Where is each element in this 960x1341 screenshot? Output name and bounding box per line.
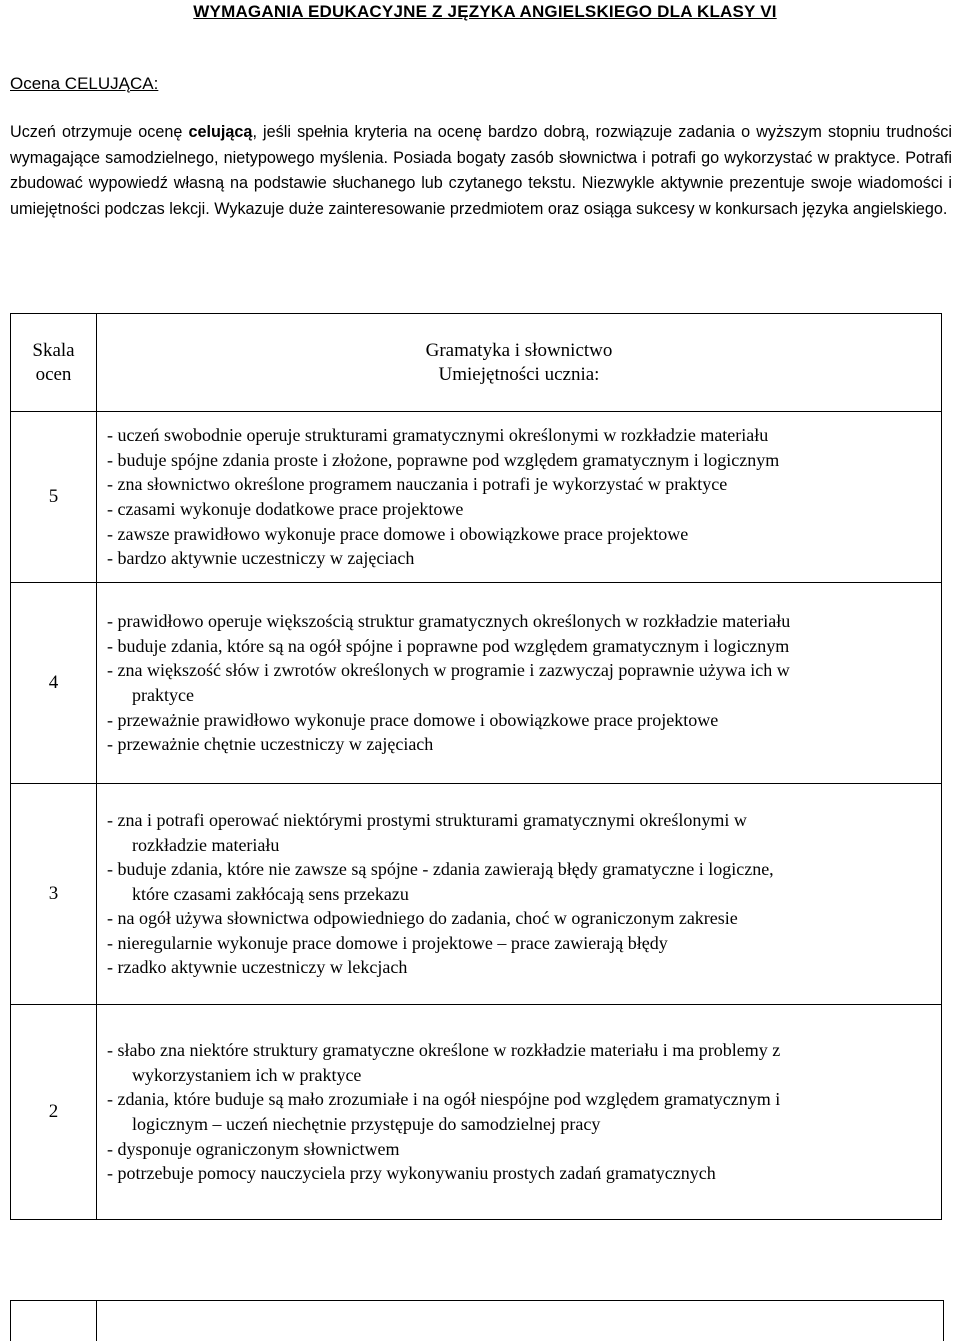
header-scale-line2: ocen [35,363,72,385]
header-skills-cell [97,314,942,412]
criteria-line: - zna większość słów i zwrotów określonych w programie i zazwyczaj poprawnie używa ich w [107,660,790,681]
criteria-line: - buduje spójne zdania proste i złożone, poprawne pod względem gramatycznym i logicznym [107,449,780,470]
table-row [11,1005,942,1220]
table-row [11,583,942,784]
grades-table [10,313,942,1220]
table-row [11,784,942,1005]
table-header-row [11,314,942,412]
criteria-line: - na ogół używa słownictwa odpowiedniego do zadania, choć w ograniczonym zakresie [107,908,738,929]
criteria-line: - potrzebuje pomocy nauczyciela przy wykonywaniu prostych zadań gramatycznych [107,1163,716,1184]
criteria-line: - czasami wykonuje dodatkowe prace projektowe [107,499,464,519]
criteria-cell [97,412,942,583]
header-scale-cell [11,314,97,412]
criteria-line-continuation: które czasami zakłócają sens przekazu [132,883,409,904]
criteria-line: - rzadko aktywnie uczestniczy w lekcjach [107,957,408,978]
criteria-cell [97,784,942,1005]
criteria-line: - słabo zna niektóre struktury gramatyczne określone w rozkładzie materiału i ma problemy z [107,1040,781,1061]
criteria-cell [97,583,942,784]
criteria-line: - dysponuje ograniczonym słownictwem [107,1138,400,1159]
criteria-line: - buduje zdania, które są na ogół spójne i poprawne pod względem gramatycznym i logicznym [107,635,790,656]
criteria-line: - nieregularnie wykonuje prace domowe i projektowe – prace zawierają błędy [107,932,668,953]
grade-cell: 3 [11,784,97,1005]
criteria-line: - zawsze prawidłowo wykonuje prace domowe i obowiązkowe prace projektowe [107,523,689,544]
criteria-line: - zna słownictwo określone programem nauczania i potrafi je wykorzystać w praktyce [107,474,728,495]
intro-prefix: Uczeń otrzymuje ocenę [10,123,189,141]
criteria-line: - uczeń swobodnie operuje strukturami gramatycznymi określonymi w rozkładzie materiału [107,425,769,446]
criteria-line: - przeważnie prawidłowo wykonuje prace domowe i obowiązkowe prace projektowe [107,709,719,730]
criteria-line: - zna i potrafi operować niektórymi prostymi strukturami gramatycznymi określonymi w [107,809,747,830]
document-title: WYMAGANIA EDUKACYJNE Z JĘZYKA ANGIELSKIEGO DLA KLASY VI [193,2,777,21]
header-scale-line1: Skala [32,339,75,361]
grade-cell: 4 [11,583,97,784]
criteria-line-continuation: praktyce [132,685,194,705]
criteria-line: - bardzo aktywnie uczestniczy w zajęciach [107,548,415,569]
criteria-line-continuation: wykorzystaniem ich w praktyce [132,1064,362,1085]
header-skills-line1: Gramatyka i słownictwo [425,339,613,361]
criteria-line: - przeważnie chętnie uczestniczy w zajęciach [107,734,434,755]
intro-paragraph [10,120,952,223]
criteria-line-continuation: rozkładzie materiału [132,834,280,855]
criteria-line-continuation: logicznym – uczeń niechętnie przystępuje do samodzielnej pracy [132,1114,601,1134]
criteria-line: - zdania, które buduje są mało zrozumiałe i na ogół niespójne pod względem gramatycznym i [107,1089,781,1110]
table-row [11,412,942,583]
criteria-line: - prawidłowo operuje większością struktur gramatycznych określonych w rozkładzie materiału [107,611,791,632]
intro-bold-grade: celującą [188,123,253,141]
table-next-row-edge [10,1300,944,1341]
grade-cell: 5 [11,412,97,583]
grade-heading: Ocena CELUJĄCA: [10,74,159,93]
criteria-cell [97,1005,942,1220]
grade-cell: 2 [11,1005,97,1220]
intro-suffix: , jeśli spełnia kryteria na ocenę bardzo dobrą, rozwiązuje zadania o wyższym stopniu trudności wymagające samodzielnego, nietypowego myślenia. Posiada bogaty zasób słownictwa i potrafi go wykorzystać w praktyce. Potrafi zbudować wypowiedź własną na podstawie słuchanego lub czytanego tekstu. Niezwykle aktywnie prezentuje swoje wiadomości i umiejętności podczas lekcji. Wykazuje duże zainteresowanie przedmiotem oraz osiąga sukcesy w konkursach języka angielskiego. [10,123,952,219]
table-column-separator [96,1301,97,1341]
header-skills-line2: Umiejętności ucznia: [438,363,600,385]
criteria-line: - buduje zdania, które nie zawsze są spójne - zdania zawierają błędy gramatyczne i logiczne, [107,859,774,880]
